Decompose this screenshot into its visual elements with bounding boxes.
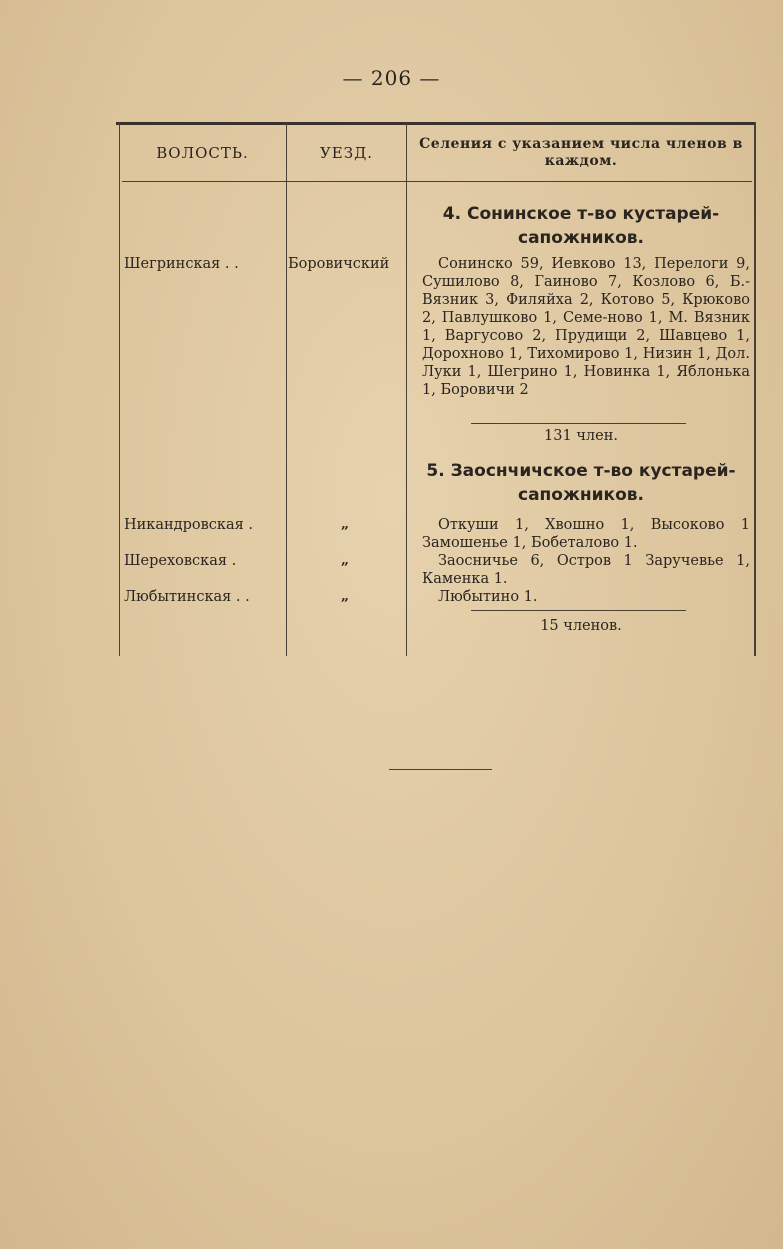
total-rule bbox=[471, 610, 686, 611]
table-header-rule bbox=[122, 181, 752, 182]
end-rule bbox=[389, 769, 492, 770]
total-rule bbox=[471, 423, 686, 424]
settlements-cell: Любытино 1. bbox=[438, 589, 538, 605]
ditto-mark: „ bbox=[341, 552, 350, 568]
section-total: 15 членов. bbox=[540, 618, 622, 634]
settlements-cell: Сонинско 59, Иевково 13, Перелоги 9, Сушилово 8, Гаиново 7, Козлово 6, Б.-Вязник 3, Филяйха 2, Котово 5, Крюково 2, Павлушково 1, Семе-ново 1, М. Вязник 1, Варгусово 2, Прудищи 2, Шавцево 1, Дорохново 1, Тихомирово 1, Низин 1, Дол. Луки 1, Шегрино 1, Новинка 1, Яблонька 1, Боровичи 2 bbox=[422, 256, 750, 398]
header-settlements: Селения с указанием числа членов в каждом. bbox=[419, 136, 743, 169]
section-total: 131 член. bbox=[544, 428, 618, 444]
header-volost: ВОЛОСТЬ. bbox=[156, 144, 249, 162]
column-divider bbox=[406, 122, 407, 656]
column-divider bbox=[754, 122, 756, 656]
section-title-line: сапожников. bbox=[518, 485, 644, 505]
settlements-cell: Заосничье 6, Остров 1 Заручевье 1, Каменка 1. bbox=[422, 553, 750, 587]
uezd-cell: Боровичский bbox=[288, 256, 390, 272]
volost-cell: Никандровская . bbox=[124, 517, 253, 533]
section-title-line: 4. Сонинское т-во кустарей- bbox=[442, 204, 720, 224]
settlements-table bbox=[116, 122, 756, 656]
settlements-cell: Откуши 1, Хвошно 1, Высоково 1 Замошенье 1, Бобеталово 1. bbox=[422, 517, 750, 551]
volost-cell: Шереховская . bbox=[124, 553, 237, 569]
column-divider bbox=[286, 122, 287, 656]
volost-cell: Любытинская . . bbox=[124, 589, 250, 605]
section-title-line: 5. Заоснчичское т-во кустарей- bbox=[426, 461, 736, 481]
header-uezd: УЕЗД. bbox=[319, 144, 374, 162]
volost-cell: Шегринская . . bbox=[124, 256, 239, 272]
section-title bbox=[408, 202, 754, 250]
page-number: — 206 — bbox=[342, 66, 441, 90]
section-title bbox=[408, 459, 754, 507]
ditto-mark: „ bbox=[341, 588, 350, 604]
section-title-line: сапожников. bbox=[518, 228, 644, 248]
ditto-mark: „ bbox=[341, 516, 350, 532]
column-divider bbox=[119, 122, 120, 656]
table-top-rule bbox=[116, 122, 756, 125]
